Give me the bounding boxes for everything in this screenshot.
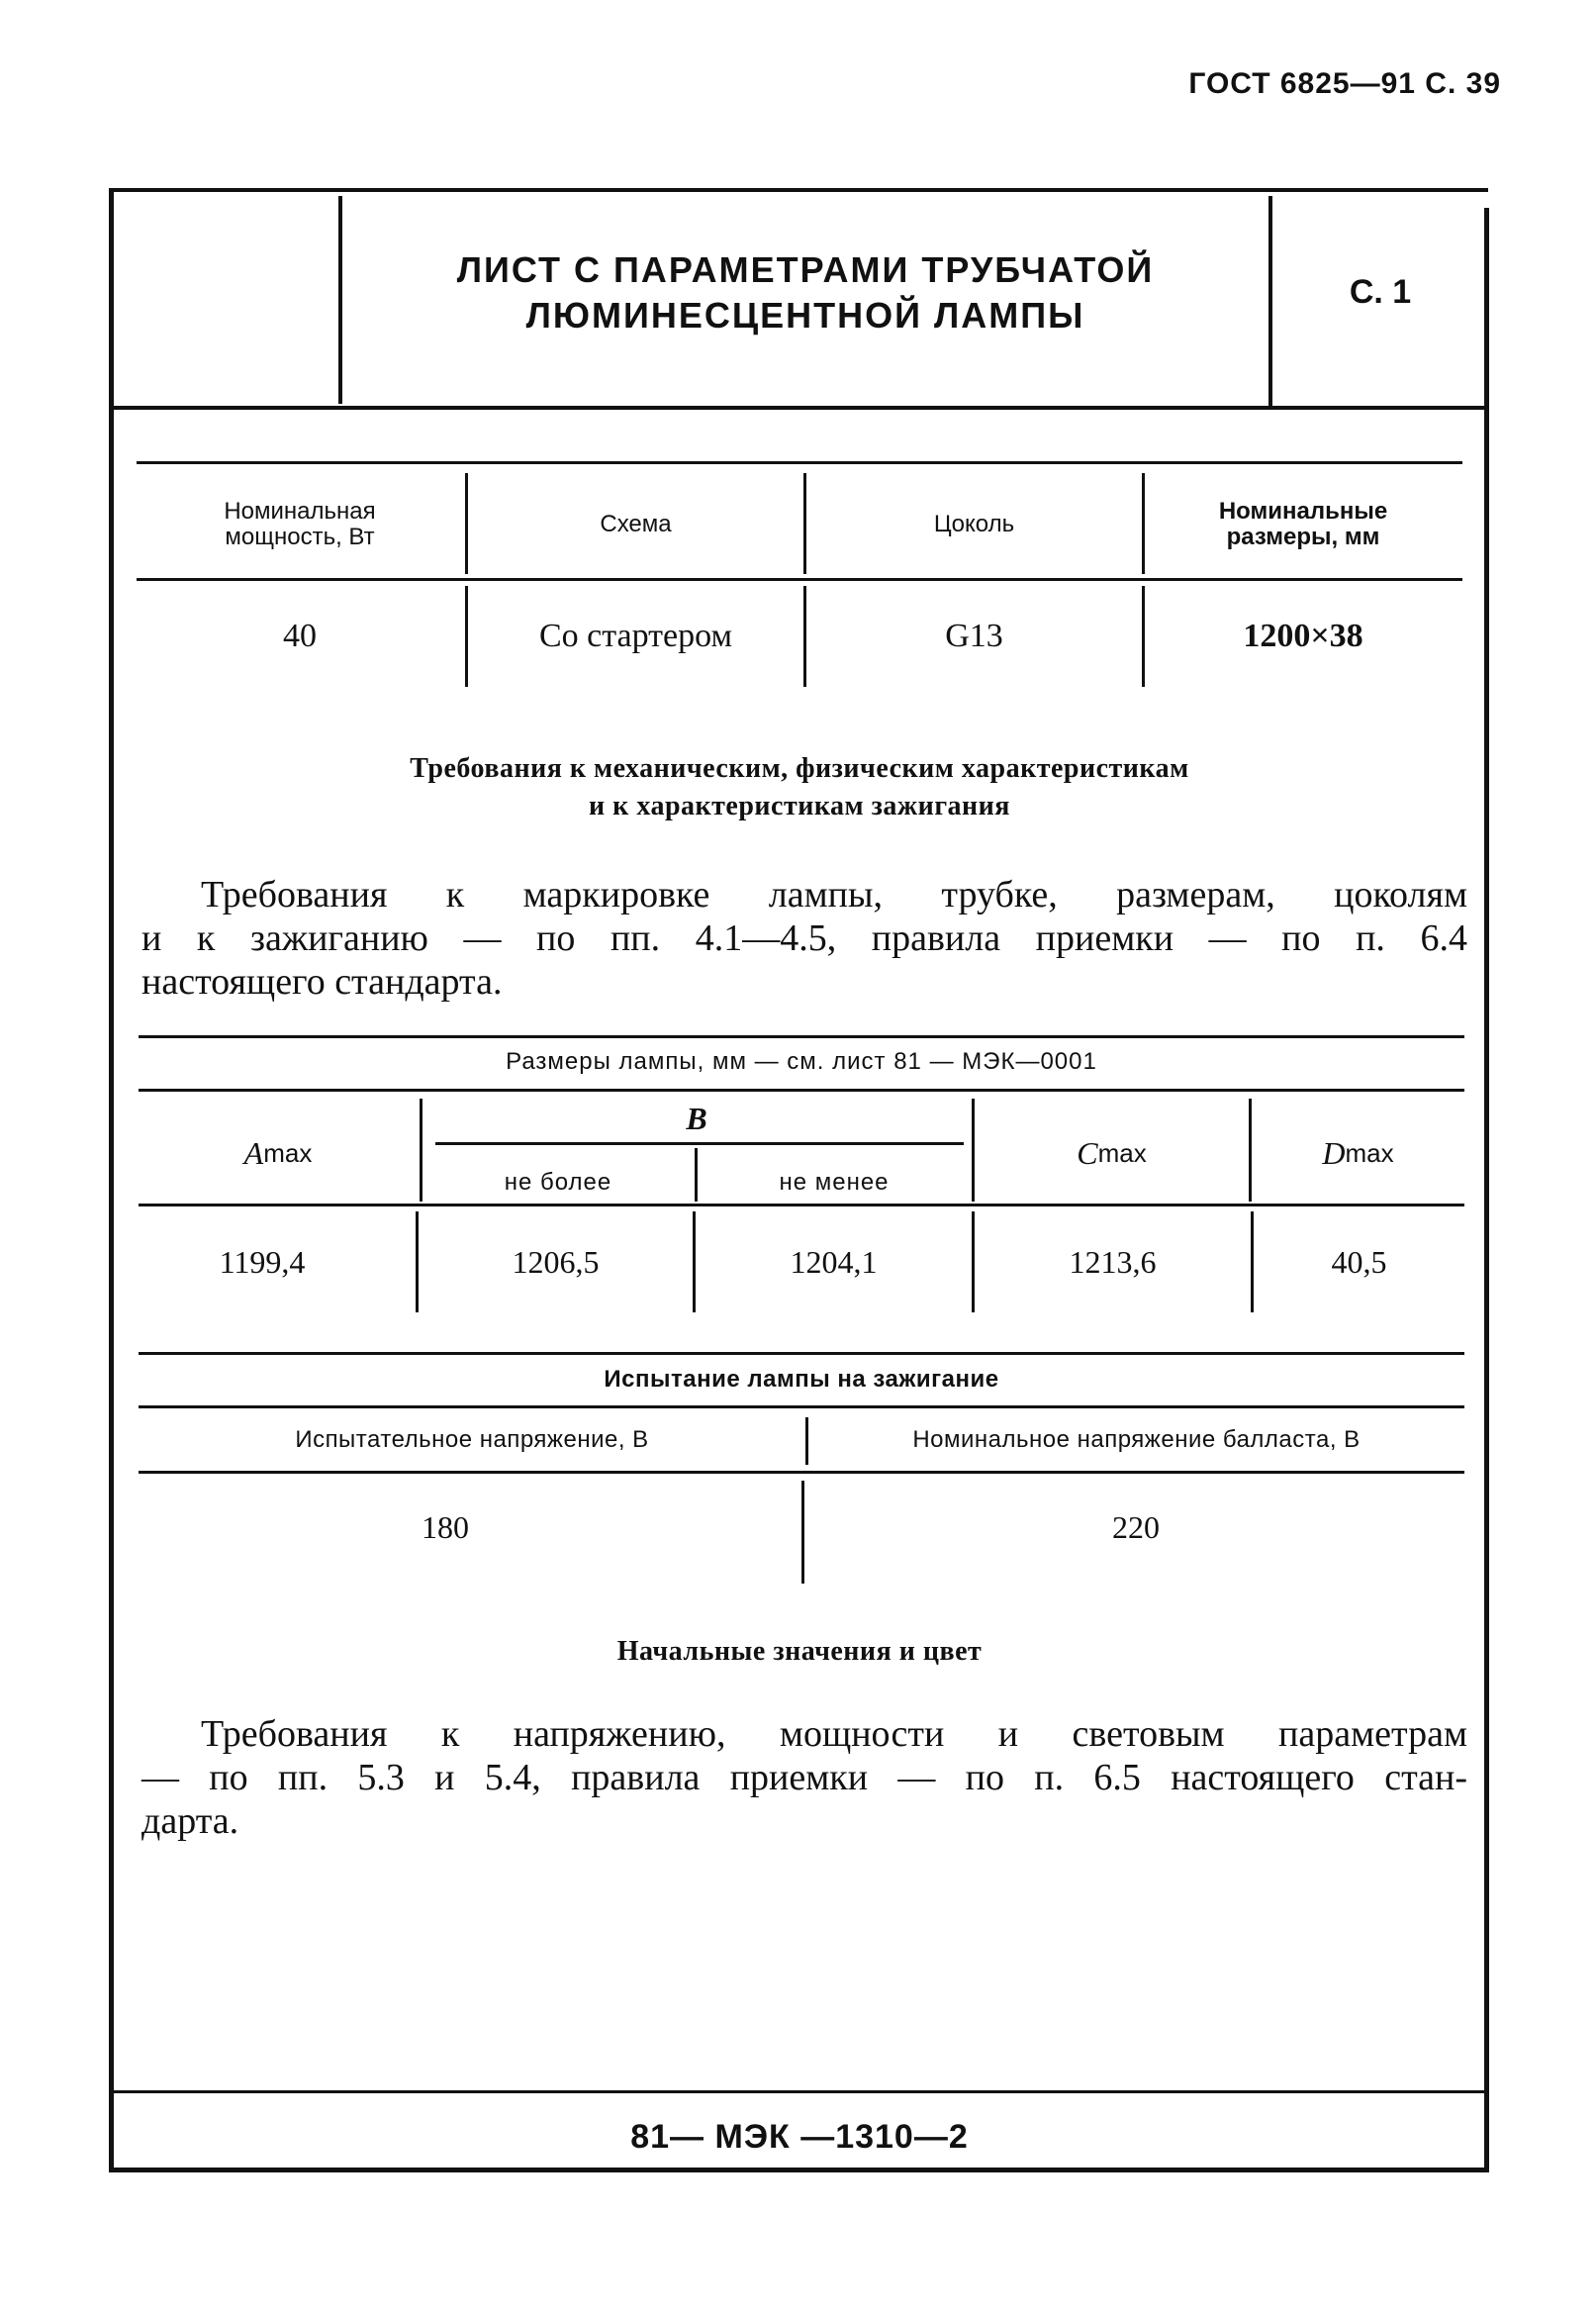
value-ballast-voltage: 220 <box>1112 1508 1160 1545</box>
paragraph-marking-line-3: настоящего стандарта. <box>141 961 503 1003</box>
header-b-not-less: не менее <box>779 1169 890 1196</box>
section-heading-mechanical-line-1: Требования к механическим, физическим характеристикам <box>410 753 1189 784</box>
header-a-max-letter: A <box>243 1134 264 1171</box>
header-d-max <box>1252 1118 1464 1188</box>
dims-table-top-rule <box>139 1035 1464 1038</box>
dims-table-caption: Размеры лампы, мм — см. лист 81 — МЭК—0001 <box>506 1048 1097 1075</box>
params-table-top-rule <box>137 461 1462 464</box>
value-base: G13 <box>945 618 1003 654</box>
ignition-table-top-rule <box>139 1352 1464 1355</box>
header-nominal-power-line-2: мощность, Вт <box>225 524 375 550</box>
section-heading-mechanical-line-2: и к характеристикам зажигания <box>589 791 1010 821</box>
value-nominal-dimensions: 1200×38 <box>1243 618 1363 654</box>
paragraph-marking-line-1: Требования к маркировке лампы, трубке, размерам, цоколям <box>201 874 1467 916</box>
value-b-not-less: 1204,1 <box>790 1243 878 1280</box>
dims-table-b-subrule <box>435 1142 964 1145</box>
header-c-max <box>975 1118 1249 1188</box>
header-test-voltage: Испытательное напряжение, В <box>295 1426 649 1453</box>
frame-left-border <box>109 188 114 2172</box>
header-nominal-power-line-1: Номинальная <box>224 498 376 525</box>
header-c-max-sub: max <box>1097 1137 1147 1168</box>
header-scheme: Схема <box>600 511 672 537</box>
document-title-line-1: ЛИСТ С ПАРАМЕТРАМИ ТРУБЧАТОЙ <box>456 249 1155 290</box>
footer-rule <box>111 2090 1488 2093</box>
dims-table-caption-rule <box>139 1089 1464 1092</box>
ignition-table-header-rule <box>139 1471 1464 1474</box>
header-b-not-more: не более <box>504 1169 612 1196</box>
header-b-letter: B <box>686 1100 707 1136</box>
header-a-max <box>139 1118 418 1188</box>
header-c-max-letter: C <box>1077 1134 1098 1171</box>
sheet-footer-code: 81— МЭК —1310—2 <box>630 2118 969 2156</box>
sheet-number: С. 1 <box>1349 273 1412 311</box>
paragraph-voltage-requirements <box>141 1712 1467 1843</box>
header-nominal-dimensions-line-2: размеры, мм <box>1226 524 1380 550</box>
dims-table-header-rule <box>139 1204 1464 1206</box>
header-ballast-voltage: Номинальное напряжение балласта, В <box>912 1426 1361 1453</box>
document-title <box>342 247 1268 338</box>
header-nominal-dimensions <box>1145 483 1461 566</box>
value-c-max: 1213,6 <box>1069 1243 1157 1280</box>
section-heading-initial-values: Начальные значения и цвет <box>616 1636 983 1667</box>
paragraph-voltage-line-1: Требования к напряжению, мощности и световым параметрам <box>201 1713 1467 1755</box>
value-b-not-more: 1206,5 <box>512 1243 600 1280</box>
value-scheme: Со стартером <box>538 618 732 654</box>
frame-right-border <box>1484 208 1489 2172</box>
frame-top-border <box>111 188 1488 192</box>
value-nominal-power: 40 <box>283 618 317 654</box>
header-b <box>422 1099 972 1138</box>
value-d-max: 40,5 <box>1331 1243 1387 1280</box>
ignition-table-caption-rule <box>139 1405 1464 1408</box>
paragraph-voltage-line-3: дарта. <box>141 1800 239 1842</box>
document-title-line-2: ЛЮМИНЕСЦЕНТНОЙ ЛАМПЫ <box>525 295 1085 336</box>
value-test-voltage: 180 <box>422 1508 469 1545</box>
title-block-bottom <box>111 406 1488 410</box>
page-header: ГОСТ 6825—91 С. 39 <box>1188 67 1501 100</box>
params-table-header-rule <box>137 578 1462 581</box>
paragraph-voltage-line-2: — по пп. 5.3 и 5.4, правила приемки — по п. 6.5 настоящего стан- <box>141 1757 1467 1798</box>
header-nominal-power <box>137 483 463 566</box>
header-d-max-sub: max <box>1345 1137 1394 1168</box>
header-base: Цоколь <box>933 511 1015 537</box>
paragraph-marking-requirements <box>141 873 1467 1004</box>
paragraph-marking-line-2: и к зажиганию — по пп. 4.1—4.5, правила приемки — по п. 6.4 <box>141 917 1467 959</box>
header-a-max-sub: max <box>263 1137 313 1168</box>
header-nominal-dimensions-line-1: Номинальные <box>1218 498 1388 525</box>
section-heading-mechanical <box>139 750 1460 825</box>
frame-bottom-border <box>109 2168 1489 2172</box>
header-d-max-letter: D <box>1322 1134 1346 1171</box>
ignition-table-caption: Испытание лампы на зажигание <box>604 1366 999 1393</box>
value-a-max: 1199,4 <box>219 1243 306 1280</box>
